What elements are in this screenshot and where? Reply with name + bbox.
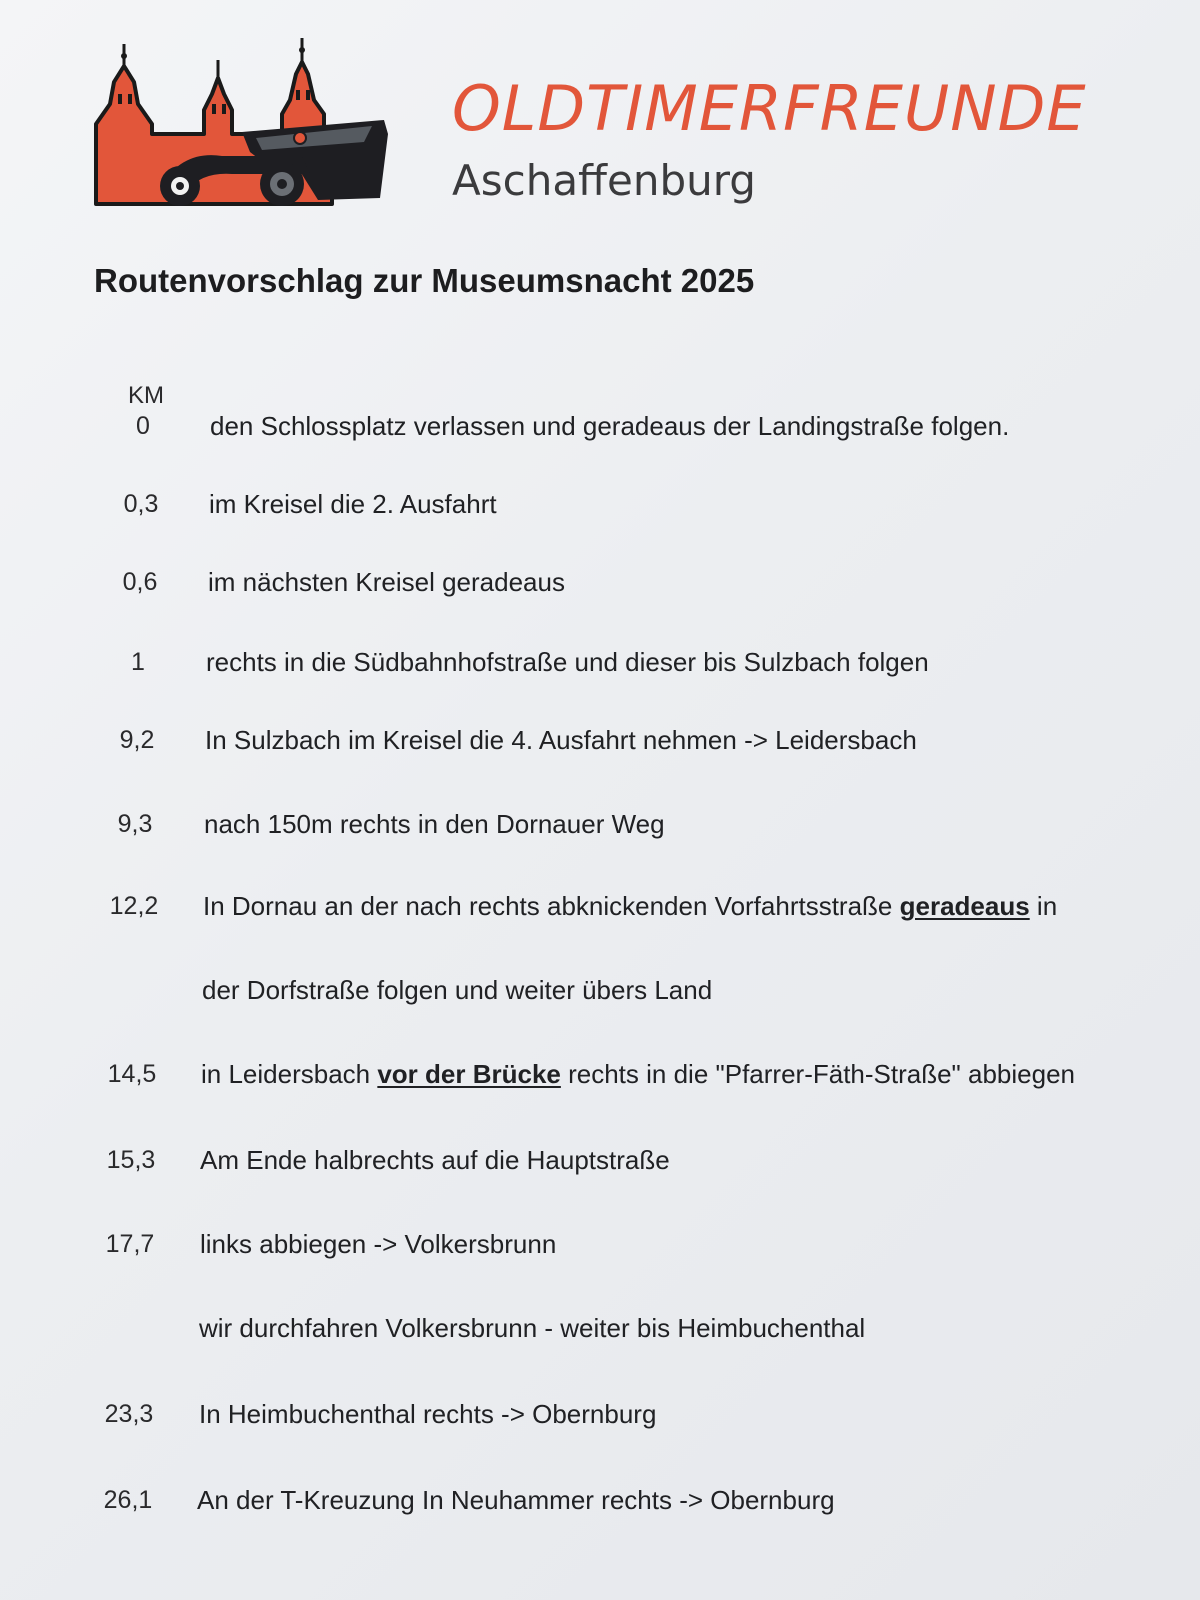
route-row [0,486,1200,522]
route-row [0,1482,1200,1518]
club-name: OLDTIMERFREUNDE [452,72,1087,145]
route-km: 17,7 [105,1230,155,1258]
route-text-before: in Leidersbach [201,1059,378,1089]
route-row [0,722,1200,758]
route-row [0,1396,1200,1432]
route-row [0,644,1200,680]
route-km: 9,3 [117,810,153,838]
route-text-before: In Dornau an der nach rechts abknickenden Vorfahrtsstraße [203,891,900,921]
route-instruction: den Schlossplatz verlassen und geradeaus der Landingstraße folgen. [210,411,1010,441]
route-km: 9,2 [119,726,155,754]
route-instruction: In Heimbuchenthal rechts -> Obernburg [199,1399,657,1429]
castle-car-logo-icon [92,34,392,210]
route-row [0,1226,1200,1262]
route-instruction [203,888,1057,924]
route-km: 1 [131,648,145,676]
route-instruction: An der T-Kreuzung In Neuhammer rechts -> Obernburg [197,1485,835,1515]
route-km: 12,2 [109,892,159,920]
route-row [0,1056,1200,1092]
route-instruction: im nächsten Kreisel geradeaus [208,567,565,597]
route-instruction: im Kreisel die 2. Ausfahrt [209,489,497,519]
route-text-after: rechts in die "Pfarrer-Fäth-Straße" abbiegen [560,1059,1076,1089]
route-text-after: in [1029,891,1058,921]
route-row [0,408,1200,444]
route-instruction: wir durchfahren Volkersbrunn - weiter bis Heimbuchenthal [199,1313,866,1343]
route-row [0,806,1200,842]
route-row [0,1310,1200,1346]
route-instruction [201,1056,1075,1092]
route-km: 23,3 [104,1400,154,1428]
route-row [0,972,1200,1008]
route-instruction: rechts in die Südbahnhofstraße und dieser bis Sulzbach folgen [206,647,929,677]
route-km: 15,3 [106,1146,156,1174]
club-city: Aschaffenburg [452,156,756,205]
km-column-header: KM [128,382,164,409]
route-km: 0,3 [123,490,159,518]
route-instruction: In Sulzbach im Kreisel die 4. Ausfahrt nehmen -> Leidersbach [205,725,917,755]
route-row [0,1142,1200,1178]
route-instruction: der Dorfstraße folgen und weiter übers Land [202,975,713,1005]
route-row [0,564,1200,600]
route-km: 26,1 [103,1486,153,1514]
route-km: 0 [136,412,150,440]
route-km: 0,6 [122,568,158,596]
route-row [0,888,1200,924]
route-instruction: nach 150m rechts in den Dornauer Weg [204,809,665,839]
route-instruction: Am Ende halbrechts auf die Hauptstraße [200,1145,670,1175]
route-instruction: links abbiegen -> Volkersbrunn [200,1229,557,1259]
document-title: Routenvorschlag zur Museumsnacht 2025 [94,262,755,299]
route-emphasis: vor der Brücke [377,1059,561,1089]
route-km: 14,5 [107,1060,157,1088]
route-emphasis: geradeaus [899,891,1030,921]
